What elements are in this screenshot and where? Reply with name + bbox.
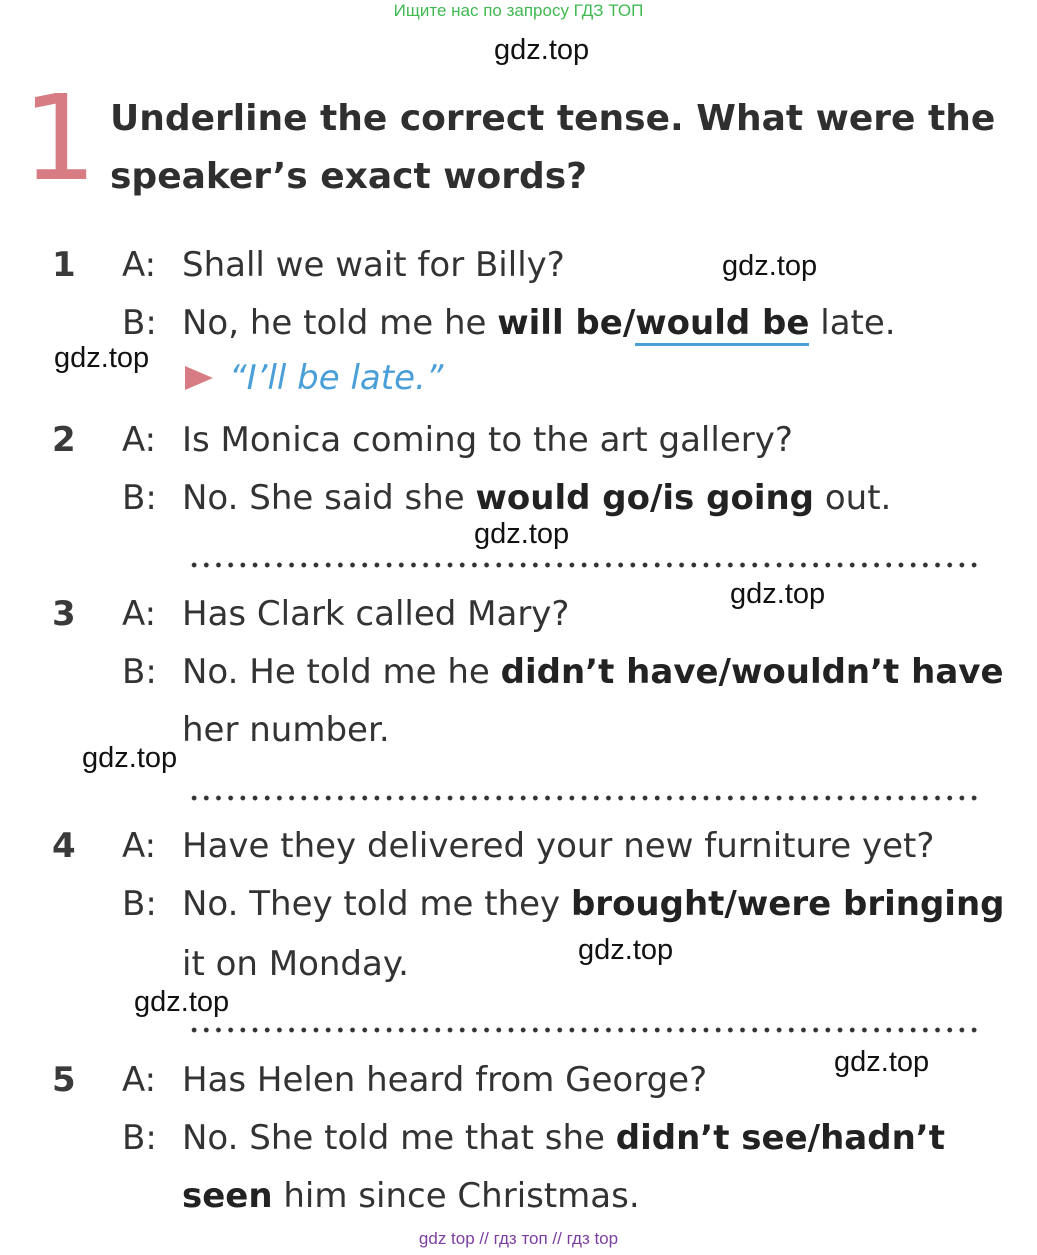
speaker-a-label: A: bbox=[122, 245, 157, 285]
watermark: gdz.top bbox=[82, 742, 178, 774]
exercise-number: 1 bbox=[22, 69, 94, 207]
speaker-a-label: A: bbox=[122, 594, 157, 634]
arrow-icon bbox=[185, 366, 213, 390]
speaker-a-text: Has Clark called Mary? bbox=[182, 594, 570, 634]
tense-options: didn’t have/wouldn’t have bbox=[500, 652, 1004, 692]
watermark: gdz.top bbox=[722, 250, 818, 282]
footer-links[interactable]: gdz top // гдз топ // гдз top bbox=[418, 1229, 619, 1248]
tense-option-underlined: would be bbox=[635, 303, 809, 346]
speaker-a-label: A: bbox=[122, 1060, 157, 1100]
watermark: gdz.top bbox=[54, 342, 150, 374]
item-number: 2 bbox=[52, 420, 76, 460]
speaker-a-label: A: bbox=[122, 420, 157, 460]
answer-dotted-line[interactable] bbox=[188, 562, 978, 568]
speaker-a-text: Has Helen heard from George? bbox=[182, 1060, 708, 1100]
instruction-line-2: speaker’s exact words? bbox=[110, 156, 588, 197]
watermark: gdz.top bbox=[494, 34, 590, 66]
speaker-b-text: No. They told me they brought/were bringing bbox=[182, 884, 1005, 924]
speaker-a-text: Is Monica coming to the art gallery? bbox=[182, 420, 793, 460]
tense-options: would go/is going bbox=[475, 478, 815, 518]
speaker-b-label: B: bbox=[122, 478, 157, 518]
speaker-b-text: No. She told me that she didn’t see/hadn’t bbox=[182, 1118, 945, 1158]
speaker-b-text: No. She said she would go/is going out. bbox=[182, 478, 892, 518]
tense-options: didn’t see/hadn’t bbox=[615, 1118, 945, 1158]
speaker-b-text: No, he told me he will be/would be late. bbox=[182, 303, 896, 343]
item-number: 3 bbox=[52, 594, 76, 634]
speaker-b-text: No. He told me he didn’t have/wouldn’t have bbox=[182, 652, 1004, 692]
answer-dotted-line[interactable] bbox=[188, 795, 978, 801]
tense-option-wrong: will be/ bbox=[497, 303, 636, 343]
speaker-b-text-cont: it on Monday. bbox=[182, 944, 409, 984]
speaker-b-label: B: bbox=[122, 303, 157, 343]
tense-options: brought/were bringing bbox=[570, 884, 1005, 924]
speaker-a-text: Have they delivered your new furniture yet? bbox=[182, 826, 935, 866]
item-number: 5 bbox=[52, 1060, 76, 1100]
speaker-b-label: B: bbox=[122, 652, 157, 692]
speaker-b-label: B: bbox=[122, 884, 157, 924]
item-number: 1 bbox=[52, 245, 76, 285]
speaker-b-text-cont: her number. bbox=[182, 710, 390, 750]
item-number: 4 bbox=[52, 826, 76, 866]
speaker-a-text: Shall we wait for Billy? bbox=[182, 245, 565, 285]
watermark: gdz.top bbox=[134, 986, 230, 1018]
watermark: gdz.top bbox=[578, 934, 674, 966]
instruction-line-1: Underline the correct tense. What were the bbox=[110, 98, 996, 139]
top-banner: Ищите нас по запросу ГДЗ ТОП bbox=[393, 1, 644, 20]
speaker-b-label: B: bbox=[122, 1118, 157, 1158]
speaker-a-label: A: bbox=[122, 826, 157, 866]
watermark: gdz.top bbox=[474, 518, 570, 550]
answer-dotted-line[interactable] bbox=[188, 1027, 978, 1033]
watermark: gdz.top bbox=[730, 578, 826, 610]
watermark: gdz.top bbox=[834, 1046, 930, 1078]
exercise-instruction bbox=[110, 90, 1010, 206]
example-answer: “I’ll be late.” bbox=[185, 358, 443, 398]
speaker-b-text-cont: seen him since Christmas. bbox=[182, 1176, 640, 1216]
